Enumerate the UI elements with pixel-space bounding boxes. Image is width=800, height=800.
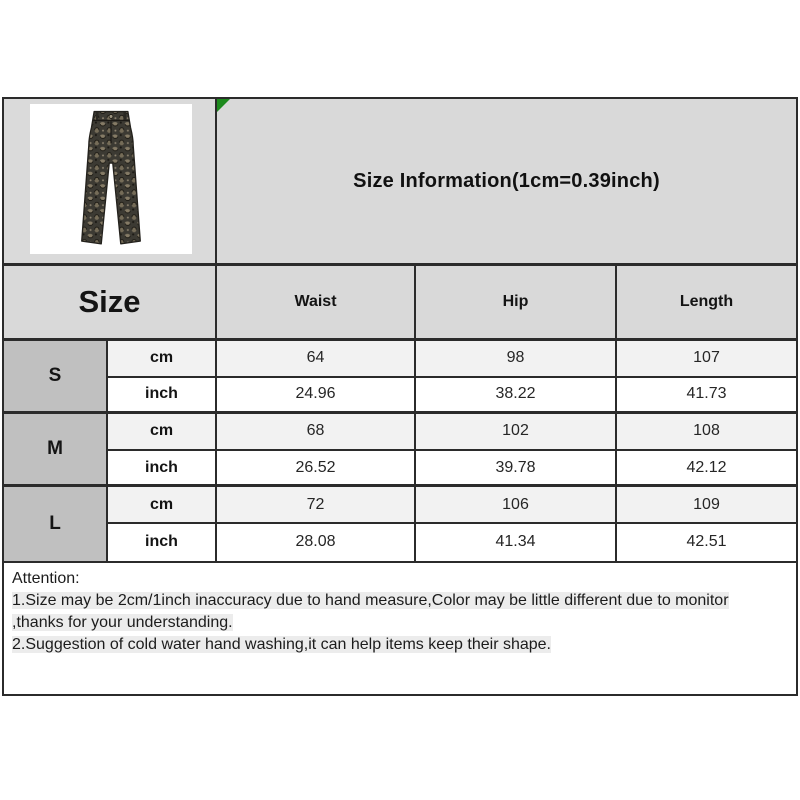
attention-line-text: 1.Size may be 2cm/1inch inaccuracy due to hand measure,Color may be little different due to monitor bbox=[12, 591, 729, 609]
size-label-m: M bbox=[4, 414, 108, 487]
m-waist-inch: 26.52 bbox=[217, 451, 416, 488]
title-cell bbox=[217, 99, 796, 263]
leopard-pants-icon bbox=[60, 108, 162, 250]
waist-column-header: Waist bbox=[217, 266, 416, 338]
s-length-inch: 41.73 bbox=[617, 378, 796, 415]
l-hip-cm: 106 bbox=[416, 487, 617, 524]
green-corner-marker-icon bbox=[217, 99, 230, 112]
unit-label-cm: cm bbox=[108, 341, 217, 378]
l-waist-cm: 72 bbox=[217, 487, 416, 524]
unit-label-inch: inch bbox=[108, 378, 217, 415]
hip-column-header: Hip bbox=[416, 266, 617, 338]
attention-line-text: 2.Suggestion of cold water hand washing,it can help items keep their shape. bbox=[12, 635, 551, 653]
l-length-inch: 42.51 bbox=[617, 524, 796, 561]
product-image bbox=[30, 104, 192, 254]
l-length-cm: 109 bbox=[617, 487, 796, 524]
attention-line bbox=[12, 634, 788, 656]
m-length-cm: 108 bbox=[617, 414, 796, 451]
size-chart-sheet bbox=[2, 97, 798, 696]
length-column-header: Length bbox=[617, 266, 796, 338]
unit-label-cm: cm bbox=[108, 487, 217, 524]
size-label-l: L bbox=[4, 487, 108, 560]
size-table-body bbox=[4, 338, 796, 561]
unit-label-cm: cm bbox=[108, 414, 217, 451]
size-table bbox=[2, 97, 798, 563]
s-hip-inch: 38.22 bbox=[416, 378, 617, 415]
attention-heading: Attention: bbox=[12, 569, 80, 587]
s-hip-cm: 98 bbox=[416, 341, 617, 378]
image-title-row bbox=[4, 99, 796, 263]
m-hip-inch: 39.78 bbox=[416, 451, 617, 488]
unit-label-inch: inch bbox=[108, 451, 217, 488]
attention-line bbox=[12, 590, 788, 612]
attention-note bbox=[2, 563, 798, 696]
size-info-title: Size Information(1cm=0.39inch) bbox=[353, 169, 660, 192]
attention-line bbox=[12, 612, 788, 634]
l-waist-inch: 28.08 bbox=[217, 524, 416, 561]
size-label-s: S bbox=[4, 341, 108, 414]
product-image-cell bbox=[4, 99, 217, 263]
unit-label-inch: inch bbox=[108, 524, 217, 561]
attention-line-text: ,thanks for your understanding. bbox=[12, 613, 233, 631]
s-length-cm: 107 bbox=[617, 341, 796, 378]
s-waist-cm: 64 bbox=[217, 341, 416, 378]
m-length-inch: 42.12 bbox=[617, 451, 796, 488]
s-waist-inch: 24.96 bbox=[217, 378, 416, 415]
size-column-header: Size bbox=[4, 266, 217, 338]
column-header-row bbox=[4, 263, 796, 338]
m-waist-cm: 68 bbox=[217, 414, 416, 451]
l-hip-inch: 41.34 bbox=[416, 524, 617, 561]
m-hip-cm: 102 bbox=[416, 414, 617, 451]
